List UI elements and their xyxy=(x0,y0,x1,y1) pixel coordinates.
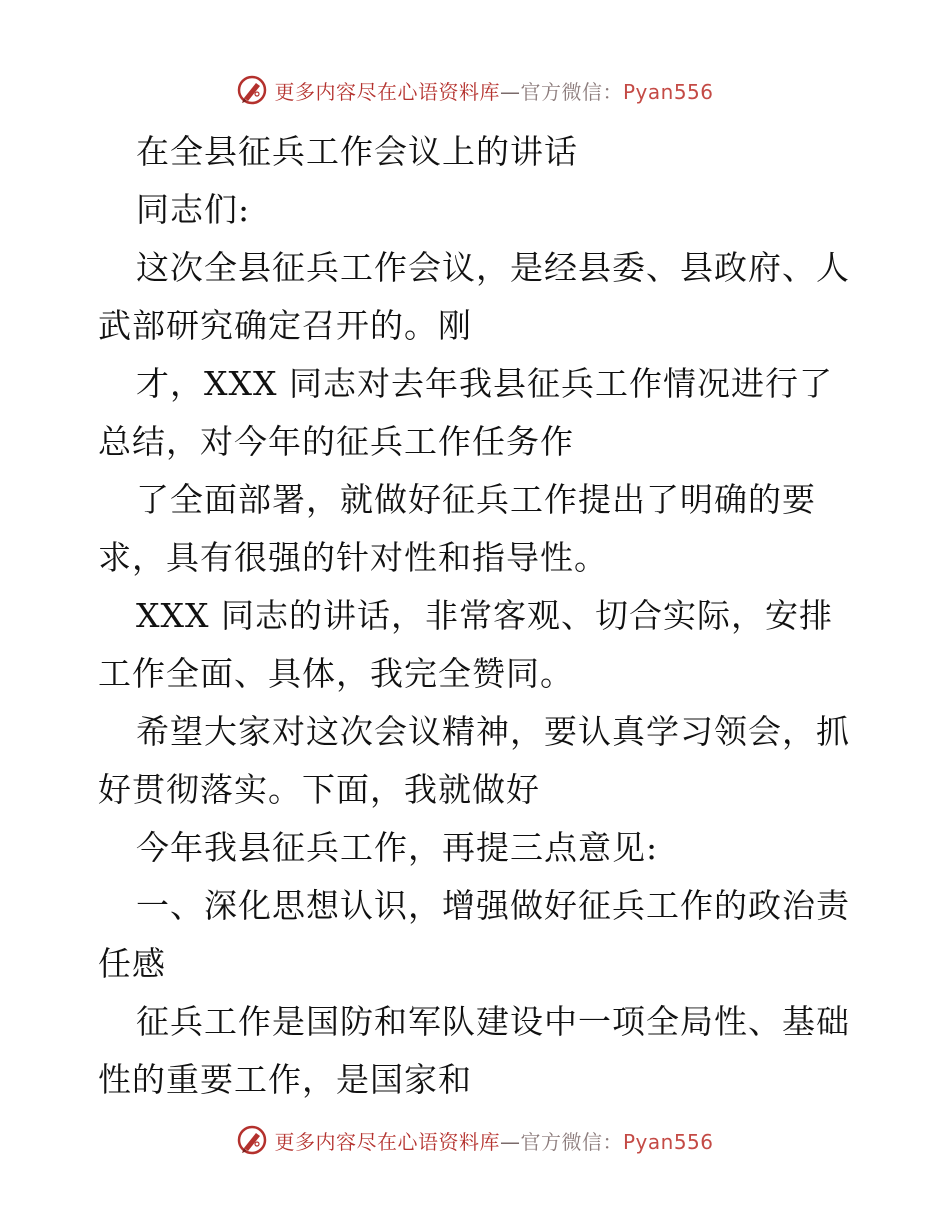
banner-text xyxy=(274,1126,713,1155)
document-body xyxy=(98,123,858,1109)
paragraph: XXX 同志的讲话，非常客观、切合实际，安排工作全面、具体，我完全赞同。 xyxy=(98,596,833,693)
pen-logo-icon xyxy=(236,74,268,106)
banner-text xyxy=(274,76,713,105)
banner-wechat-label: 官方微信： xyxy=(520,79,623,104)
banner-wechat-id: Pyan556 xyxy=(622,79,714,104)
paragraph: 征兵工作是国防和军队建设中一项全局性、基础性的重要工作，是国家和 xyxy=(98,1002,850,1099)
document-title: 在全县征兵工作会议上的讲话 xyxy=(136,132,578,171)
section-heading: 一、深化思想认识，增强做好征兵工作的政治责任感 xyxy=(98,886,850,983)
paragraph: 希望大家对这次会议精神，要认真学习领会，抓好贯彻落实。下面，我就做好 xyxy=(98,712,850,809)
header-watermark-banner xyxy=(0,70,950,110)
banner-site-text: 更多内容尽在心语资料库 xyxy=(274,79,500,104)
paragraph: 了全面部署，就做好征兵工作提出了明确的要求，具有很强的针对性和指导性。 xyxy=(98,480,816,577)
paragraph: 同志们: xyxy=(136,190,251,229)
footer-watermark-banner xyxy=(0,1120,950,1160)
banner-wechat-label: 官方微信： xyxy=(520,1129,623,1154)
banner-separator: — xyxy=(499,1129,521,1154)
banner-site-text: 更多内容尽在心语资料库 xyxy=(274,1129,500,1154)
pen-logo-icon xyxy=(236,1124,268,1156)
paragraph: 今年我县征兵工作，再提三点意见: xyxy=(136,828,659,867)
paragraph: 这次全县征兵工作会议，是经县委、县政府、人武部研究确定召开的。刚 xyxy=(98,248,850,345)
paragraph: 才，XXX 同志对去年我县征兵工作情况进行了总结，对今年的征兵工作任务作 xyxy=(98,364,833,461)
banner-separator: — xyxy=(499,79,521,104)
banner-wechat-id: Pyan556 xyxy=(622,1129,714,1154)
